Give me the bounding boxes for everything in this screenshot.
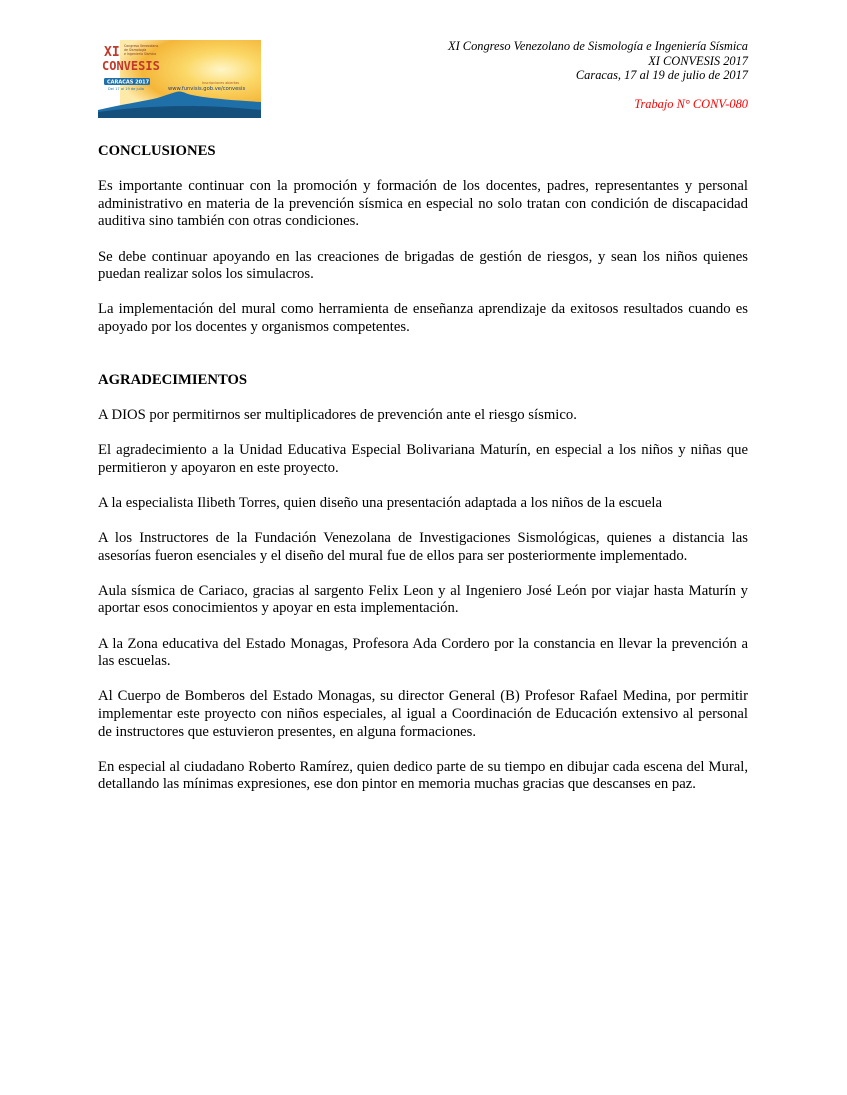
section-spacer [98, 354, 748, 372]
logo-title-line2: CONVESIS [102, 59, 160, 73]
logo-title-line1: XI [104, 45, 120, 60]
congress-logo [98, 40, 261, 118]
logo-dates: Del 17 al 19 de julio [108, 87, 144, 91]
congress-edition: XI CONVESIS 2017 [648, 53, 748, 68]
logo-inscriptions: Inscripciones abiertas [202, 81, 240, 85]
agradecimientos-heading: AGRADECIMIENTOS [98, 371, 248, 388]
logo-badge: CARACAS 2017 [107, 79, 150, 86]
logo-subtitle-2: de Sismología [124, 48, 147, 52]
conclusion-paragraph: La implementación del mural como herramienta de enseñanza aprendizaje da exitosos resultados cuando es apoyado por los docentes y organismos competentes. [98, 301, 748, 335]
logo-url: www.funvisis.gob.ve/convesis [168, 86, 246, 92]
paper-number: Trabajo N° CONV-080 [634, 96, 748, 111]
congress-place-date: Caracas, 17 al 19 de julio de 2017 [575, 68, 748, 82]
acknowledgment-paragraph: Al Cuerpo de Bomberos del Estado Monagas, su director General (B) Profesor Rafael Medina, por permitir implementar este proyecto con niños especiales, al igual a Coordinación de Educación extensivo al personal de instructores que estuvieron presentes, en alguna formaciones. [98, 688, 748, 740]
logo-subtitle-3: e Ingeniería Sísmica [124, 52, 157, 56]
acknowledgment-paragraph: Aula sísmica de Cariaco, gracias al sargento Felix Leon y al Ingeniero José León por viajar hasta Maturín y aportar esos conocimientos y apoyar en esta implementación. [98, 582, 748, 617]
acknowledgment-paragraph: A DIOS por permitirnos ser multiplicadores de prevención ante el riesgo sísmico. [98, 406, 577, 423]
acknowledgment-paragraph: A los Instructores de la Fundación Venezolana de Investigaciones Sismológicas, quienes a distancia las asesorías fueron esenciales y el diseño del mural fue de ellos para ser posteriormente implementado. [98, 530, 748, 564]
conclusion-paragraph: Es importante continuar con la promoción y formación de los docentes, padres, representantes y personal administrativo en materia de la prevención sísmica en especial no solo tratan con condición de discapacidad auditiva sino también con otras condiciones. [98, 178, 748, 230]
conclusiones-heading: CONCLUSIONES [98, 143, 216, 159]
acknowledgment-paragraph: El agradecimiento a la Unidad Educativa Especial Bolivariana Maturín, en especial a los niños y niñas que permitieron y apoyaron en este proyecto. [98, 442, 748, 476]
document-body [98, 143, 748, 812]
logo-subtitle-1: Congreso Venezolano [124, 44, 159, 48]
acknowledgment-paragraph: En especial al ciudadano Roberto Ramírez, quien dedico parte de su tiempo en dibujar cada escena del Mural, detallando las mínimas expresiones, ese don pintor en memoria muchas gracias que descanses en paz. [98, 758, 748, 793]
header-info [328, 39, 748, 111]
acknowledgment-paragraph: A la especialista Ilibeth Torres, quien diseño una presentación adaptada a los niños de la escuela [98, 494, 662, 511]
conclusion-paragraph: Se debe continuar apoyando en las creaciones de brigadas de gestión de riesgos, y sean los niños quienes puedan realizar solos los simulacros. [98, 248, 748, 283]
acknowledgment-paragraph: A la Zona educativa del Estado Monagas, Profesora Ada Cordero por la constancia en llevar la prevención a las escuelas. [98, 635, 748, 670]
congress-name: XI Congreso Venezolano de Sismología e Ingeniería Sísmica [448, 39, 748, 53]
